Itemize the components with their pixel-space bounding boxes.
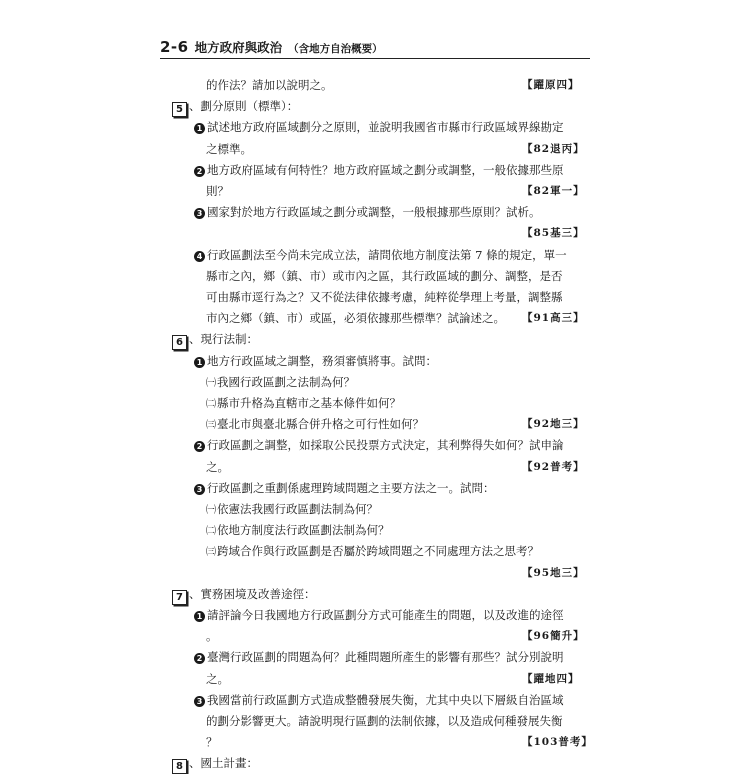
- exam-source-tag: 【躍地四】: [522, 672, 580, 685]
- numbered-bullet-icon: 3: [194, 484, 205, 495]
- sub-question: [206, 374, 355, 392]
- sub-question-marker: ㈠: [206, 377, 216, 389]
- section-number-box: 7: [172, 590, 187, 605]
- page-header: [160, 38, 383, 56]
- sub-question: [206, 416, 424, 434]
- section-number-box: 8: [172, 759, 187, 774]
- chapter-title: 地方政府與政治: [194, 40, 283, 55]
- section-heading: [172, 755, 258, 774]
- continuation-text: 縣市之內，鄉（鎮、市）或市內之區，其行政區域的劃分、調整，是否: [206, 268, 563, 283]
- question-item: [194, 204, 541, 220]
- section-title: 、國土計畫：: [189, 756, 258, 771]
- sub-question-marker: ㈢: [206, 547, 216, 559]
- section-heading: [172, 98, 298, 117]
- continuation-text: 之。: [206, 459, 229, 474]
- continuation-text: 則？: [206, 184, 229, 198]
- question-item: [194, 480, 495, 496]
- question-text: 試述地方政府區域劃分之原則，並說明我國省市縣市行政區域界線勘定: [207, 120, 564, 135]
- question-item: [194, 162, 564, 178]
- question-text: 我國當前行政區劃方式造成整體發展失衡，尤其中央以下層級自治區域: [207, 692, 564, 707]
- sub-question-marker: ㈠: [206, 505, 216, 516]
- continuation-text: 之標準。: [206, 141, 252, 156]
- sub-question-text: 縣市升格為直轄市之基本條件如何？: [217, 396, 401, 410]
- continuation-text: 的劃分影響更大。請說明現行區劃的法制依據，以及造成何種發展失衡: [206, 714, 563, 728]
- exam-source-tag: 【95地三】: [522, 566, 585, 579]
- section-number-box: 5: [172, 102, 187, 117]
- section-heading: [172, 586, 316, 605]
- sub-question-marker: ㈢: [206, 420, 216, 432]
- exam-source-tag: 【85基三】: [522, 227, 585, 240]
- question-text: 行政區劃之調整，如採取公民投票方式決定，其利弊得失如何？試申論: [207, 438, 564, 453]
- numbered-bullet-icon: 1: [194, 123, 205, 134]
- sub-question-text: 我國行政區劃之法制為何？: [217, 374, 355, 389]
- question-text: 國家對於地方行政區域之劃分或調整，一般根據那些原則？試析。: [207, 205, 541, 220]
- exam-source-tag: 【91高三】: [522, 312, 585, 325]
- page-number: 2-6: [160, 38, 189, 56]
- question-item: [194, 353, 437, 369]
- numbered-bullet-icon: 3: [194, 208, 205, 219]
- question-item: [194, 607, 564, 623]
- header-rule: [160, 58, 590, 59]
- sub-question: [206, 501, 378, 519]
- numbered-bullet-icon: 1: [194, 357, 205, 368]
- question-item: [194, 692, 564, 708]
- question-item: [194, 247, 567, 263]
- numbered-bullet-icon: 2: [194, 653, 205, 664]
- numbered-bullet-icon: 1: [194, 611, 205, 622]
- section-heading: [172, 331, 258, 350]
- exam-source-tag: 【82退丙】: [522, 142, 585, 155]
- question-text: 行政區劃之重劃係處理跨域問題之主要方法之一。試問：: [207, 480, 495, 495]
- question-item: [194, 119, 564, 135]
- question-text: 地方政府區域有何特性？地方政府區域之劃分或調整，一般依據那些原: [207, 162, 564, 177]
- sub-question-text: 跨域合作與行政區劃是否屬於跨域問題之不同處理方法之思考？: [217, 544, 539, 559]
- sub-question-text: 依憲法我國行政區劃法制為何？: [217, 502, 378, 516]
- question-item: [194, 437, 564, 453]
- sub-question: [206, 522, 390, 540]
- question-item: [194, 649, 564, 665]
- numbered-bullet-icon: 2: [194, 166, 205, 177]
- continuation-text: 。: [206, 629, 218, 644]
- exam-source-tag: 【103普考】: [522, 736, 593, 749]
- chapter-subtitle: （含地方自治概要）: [288, 43, 383, 55]
- sub-question-text: 臺北市與臺北縣合併升格之可行性如何？: [217, 417, 424, 432]
- sub-question: [206, 395, 401, 413]
- section-title: 、現行法制：: [189, 332, 258, 347]
- sub-question: [206, 543, 539, 561]
- exam-source-tag: 【82軍一】: [522, 185, 585, 197]
- question-text: 請評論今日我國地方行政區劃分方式可能產生的問題，以及改進的途徑: [207, 608, 564, 622]
- numbered-bullet-icon: 4: [194, 251, 205, 262]
- sub-question-marker: ㈡: [206, 399, 216, 410]
- exam-source-tag: 【96簡升】: [522, 630, 585, 643]
- sub-question-marker: ㈡: [206, 526, 216, 538]
- numbered-bullet-icon: 2: [194, 441, 205, 452]
- question-text: 地方行政區域之調整，務須審慎將事。試問：: [207, 353, 437, 368]
- continuation-text: 之。: [206, 671, 229, 686]
- continuation-text: ？: [206, 735, 218, 750]
- continuation-text: 可由縣市逕行為之？又不從法律依據考慮，純粹從學理上考量，調整縣: [206, 290, 563, 304]
- section-title: 、劃分原則（標準）：: [189, 99, 299, 114]
- question-text: 臺灣行政區劃的問題為何？此種問題所產生的影響有那些？試分別說明: [207, 650, 564, 665]
- numbered-bullet-icon: 3: [194, 696, 205, 707]
- section-title: 、實務困境及改善途徑：: [189, 586, 316, 601]
- section-number-box: 6: [172, 335, 187, 350]
- sub-question-text: 依地方制度法行政區劃法制為何？: [217, 523, 390, 538]
- exam-source-tag: 【92地三】: [522, 418, 585, 431]
- continuation-text: 市內之鄉（鎮、市）或區，必須依據那些標準？試論述之。: [206, 311, 505, 326]
- question-text: 行政區劃法至今尚未完成立法，請問依地方制度法第 7 條的規定，單一: [207, 247, 567, 262]
- exam-source-tag: 【92普考】: [522, 460, 585, 473]
- exam-source-tag: 【躍原四】: [522, 79, 580, 91]
- continuation-text: 的作法？請加以說明之。: [206, 78, 333, 92]
